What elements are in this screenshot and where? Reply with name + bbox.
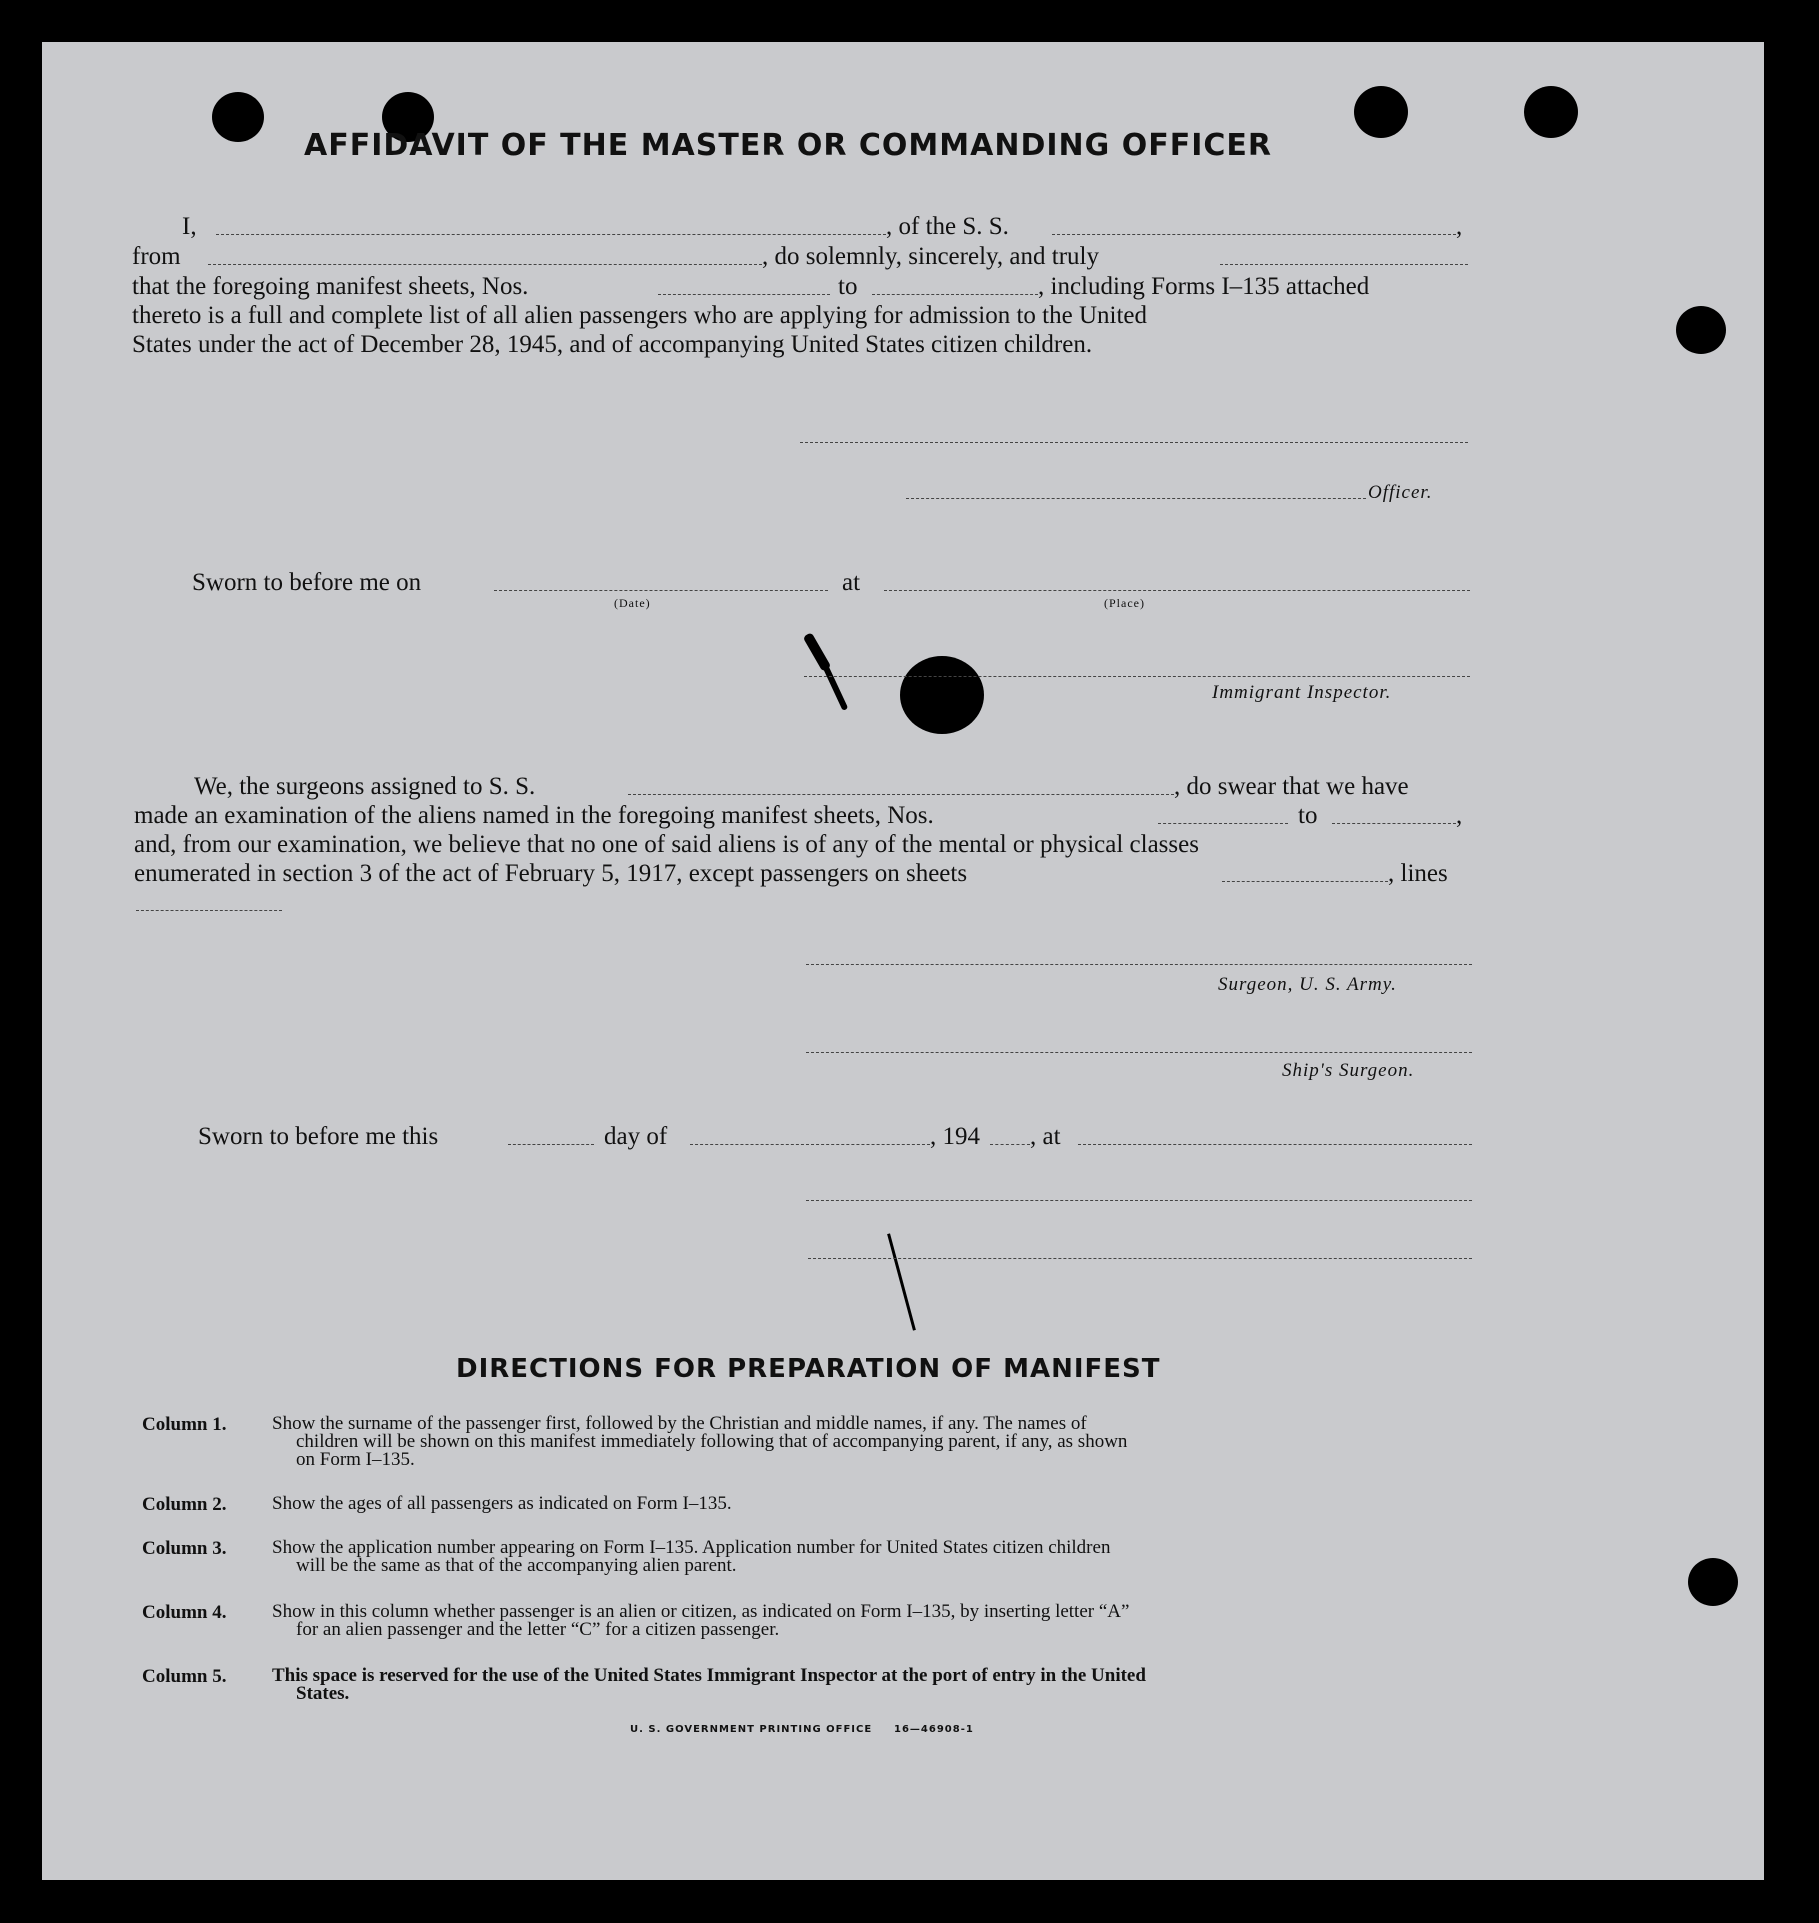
direction-label: Column 3. (142, 1538, 227, 1559)
affidavit-line4: thereto is a full and complete list of all alien passengers who are applying for admission to the United (132, 302, 1148, 329)
place-caption: (Place) (1104, 596, 1145, 610)
sworn2-title-line[interactable] (808, 1258, 1472, 1259)
direction-label: Column 1. (142, 1414, 227, 1435)
officer-signature-line[interactable] (800, 442, 1468, 443)
affidavit-manifest-nos: that the foregoing manifest sheets, Nos. (132, 273, 529, 300)
officer-caption: Officer. (1368, 482, 1433, 503)
sworn2-month-field[interactable] (690, 1144, 930, 1145)
document-page (42, 42, 1764, 1880)
direction-line: for an alien passenger and the letter “C” for a citizen passenger. (296, 1619, 780, 1640)
sheet-to-field[interactable] (872, 294, 1038, 295)
officer-title-line[interactable] (906, 498, 1366, 499)
ink-blot (900, 656, 984, 734)
surgeons-line1a: We, the surgeons assigned to S. S. (194, 773, 536, 800)
surgeon-sheet-from-field[interactable] (1158, 823, 1288, 824)
sworn-at: at (842, 569, 861, 596)
direction-line: Show the surname of the passenger first, followed by the Christian and middle names, if any. The names of (272, 1413, 1087, 1434)
direction-line: Show in this column whether passenger is an alien or citizen, as indicated on Form I–135, by inserting letter “A” (272, 1601, 1130, 1622)
affidavit-to: to (838, 273, 858, 300)
form-code: 16—46908-1 (894, 1724, 974, 1735)
direction-line: Show the ages of all passengers as indicated on Form I–135. (272, 1493, 732, 1514)
lines-field[interactable] (136, 910, 282, 911)
surgeons-to: to (1298, 802, 1318, 829)
printing-office: U. S. GOVERNMENT PRINTING OFFICE (630, 1724, 873, 1735)
surgeons-line4a: enumerated in section 3 of the act of February 5, 1917, except passengers on sheets (134, 860, 968, 887)
direction-line: will be the same as that of the accompanying alien parent. (296, 1555, 737, 1576)
name-field[interactable] (216, 234, 886, 235)
ink-smudge (822, 663, 849, 711)
affidavit-of-ss: , of the S. S. (886, 213, 1009, 240)
punch-hole (212, 92, 264, 142)
affidavit-comma: , (1456, 213, 1463, 240)
affidavit-i: I, (182, 213, 197, 240)
surgeons-lines: , lines (1388, 860, 1448, 887)
sworn2-year-field[interactable] (990, 1144, 1030, 1145)
inspector-caption: Immigrant Inspector. (1212, 682, 1392, 703)
punch-hole (1354, 86, 1408, 138)
army-surgeon-caption: Surgeon, U. S. Army. (1218, 974, 1397, 995)
sheet-from-field[interactable] (658, 294, 830, 295)
surgeon-ship-field[interactable] (628, 794, 1174, 795)
direction-line: States. (296, 1683, 350, 1704)
surgeons-line2a: made an examination of the aliens named in the foregoing manifest sheets, Nos. (134, 802, 934, 829)
except-sheets-field[interactable] (1222, 881, 1388, 882)
affidavit-from: from (132, 243, 181, 270)
direction-line: children will be shown on this manifest immediately following that of accompanying parent, if any, as shown (296, 1431, 1128, 1452)
punch-hole (1688, 1558, 1738, 1606)
sworn2-at: , at (1030, 1123, 1061, 1150)
punch-hole (1676, 306, 1726, 354)
sworn-label: Sworn to before me on (192, 569, 422, 596)
date-caption: (Date) (614, 596, 651, 610)
surgeons-line1b: , do swear that we have (1174, 773, 1409, 800)
pencil-mark (887, 1233, 916, 1330)
surgeons-line3: and, from our examination, we believe that no one of said aliens is of any of the mental or physical classes (134, 831, 1199, 858)
punch-hole (1524, 86, 1578, 138)
sworn2-place-field[interactable] (1078, 1144, 1472, 1145)
sworn2-year: , 194 (930, 1123, 980, 1150)
direction-label: Column 5. (142, 1666, 227, 1687)
direction-line: This space is reserved for the use of the United States Immigrant Inspector at the port of entry in the United (272, 1665, 1146, 1686)
sworn2-label: Sworn to before me this (198, 1123, 439, 1150)
sworn2-day-of: day of (604, 1123, 668, 1150)
direction-label: Column 2. (142, 1494, 227, 1515)
ship-surgeon-caption: Ship's Surgeon. (1282, 1060, 1415, 1081)
ship-name-field[interactable] (1052, 234, 1456, 235)
directions-title: DIRECTIONS FOR PREPARATION OF MANIFEST (456, 1354, 1161, 1384)
sworn-place-field[interactable] (884, 590, 1470, 591)
surgeon-sheet-to-field[interactable] (1332, 823, 1456, 824)
sworn-date-field[interactable] (494, 590, 828, 591)
ship-surgeon-signature-line[interactable] (806, 1052, 1472, 1053)
direction-label: Column 4. (142, 1602, 227, 1623)
affidavit-line5: States under the act of December 28, 1945, and of accompanying United States citizen children. (132, 331, 1093, 358)
sworn2-day-field[interactable] (508, 1144, 594, 1145)
affidavit-forms: , including Forms I–135 attached (1038, 273, 1370, 300)
inspector-signature-line[interactable] (804, 676, 1470, 677)
page-title: AFFIDAVIT OF THE MASTER OR COMMANDING OFFICER (304, 128, 1272, 163)
sworn2-signature-line[interactable] (806, 1200, 1472, 1201)
surgeons-comma: , (1456, 802, 1463, 829)
direction-line: on Form I–135. (296, 1449, 415, 1470)
direction-line: Show the application number appearing on Form I–135. Application number for United States citizen children (272, 1537, 1111, 1558)
from-field[interactable] (208, 264, 762, 265)
oath-field[interactable] (1220, 264, 1468, 265)
army-surgeon-signature-line[interactable] (806, 964, 1472, 965)
affidavit-solemnly: , do solemnly, sincerely, and truly (762, 243, 1099, 270)
